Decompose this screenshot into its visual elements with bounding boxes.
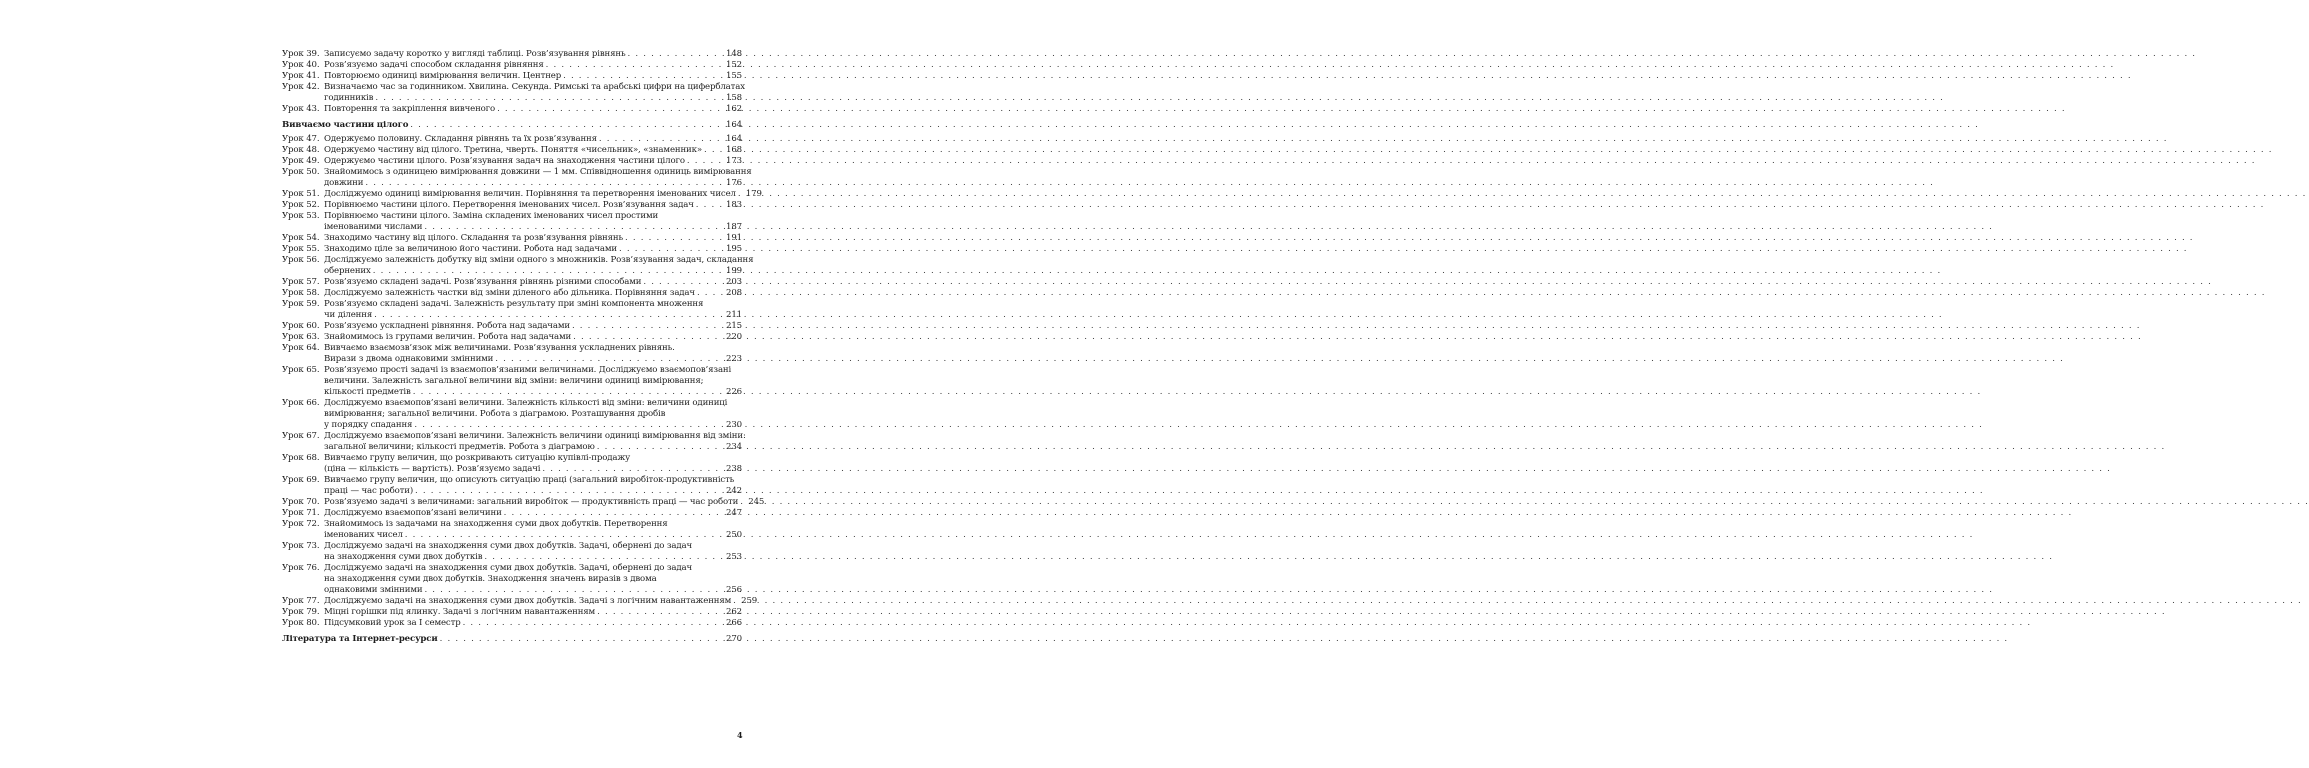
entry-title-line: Знайомимось із задачами на знаходження суми двох добутків. Перетворення bbox=[324, 519, 668, 529]
lesson-number: Урок 63. bbox=[282, 332, 320, 342]
dot-leader bbox=[495, 354, 724, 365]
dot-leader bbox=[643, 277, 724, 288]
entry-title-line: Досліджуємо одиниці вимірювання величин. Порівняння та перетворення іменованих чисел bbox=[324, 189, 736, 199]
entry-body bbox=[324, 156, 742, 167]
entry-body bbox=[324, 365, 742, 398]
entry-title-line: Знайомимось із групами величин. Робота над задачами bbox=[324, 332, 572, 342]
page-ref: 176 bbox=[726, 178, 742, 188]
entry-title-line: Порівнюємо частини цілого. Заміна складених іменованих чисел простими bbox=[324, 211, 659, 221]
dot-leader bbox=[375, 93, 724, 104]
page-ref: 211 bbox=[726, 310, 742, 320]
lesson-number: Урок 56. bbox=[282, 255, 320, 265]
toc-entry bbox=[282, 71, 742, 82]
toc-entry bbox=[282, 519, 742, 541]
entry-title-line: Міцні горішки під ялинку. Задачі з логічним навантаженням bbox=[324, 607, 596, 617]
lesson-number: Урок 39. bbox=[282, 49, 320, 59]
lesson-number: Урок 69. bbox=[282, 475, 320, 485]
entry-body bbox=[324, 200, 742, 211]
lesson-number: Урок 71. bbox=[282, 508, 320, 518]
dot-leader bbox=[696, 200, 724, 211]
dot-leader bbox=[563, 71, 724, 82]
toc-entry bbox=[282, 49, 742, 60]
toc-entry bbox=[282, 343, 742, 365]
entry-title-line: іменованими числами bbox=[324, 222, 423, 232]
page-ref: 226 bbox=[726, 387, 742, 397]
entry-title-line: (ціна — кількість — вартість). Розв’язуємо задачі bbox=[324, 464, 541, 474]
entry-title-line: Повторення та закріплення вивченого bbox=[324, 104, 496, 114]
toc-entry bbox=[282, 156, 742, 167]
lesson-number: Урок 73. bbox=[282, 541, 320, 551]
dot-leader bbox=[733, 596, 739, 607]
page-number: 4 bbox=[737, 730, 743, 740]
page-ref: 223 bbox=[726, 354, 742, 364]
toc-entry bbox=[282, 145, 742, 156]
dot-leader bbox=[463, 618, 724, 629]
entry-body bbox=[324, 134, 742, 145]
dot-leader bbox=[619, 244, 724, 255]
entry-title-line: Досліджуємо задачі на знаходження суми двох добутків. Задачі, обернені до задач bbox=[324, 563, 693, 573]
toc-entry bbox=[282, 332, 742, 343]
entry-body bbox=[324, 82, 745, 104]
lesson-number: Урок 65. bbox=[282, 365, 320, 375]
page-ref: 238 bbox=[726, 464, 742, 474]
toc-entry bbox=[282, 299, 742, 321]
entry-body bbox=[324, 431, 746, 453]
entry-title-line: Вивчаємо групу величин, що розкривають ситуацію купівлі-продажу bbox=[324, 453, 630, 463]
entry-title-line: Знаходимо частину від цілого. Складання та розв’язування рівнянь bbox=[324, 233, 623, 243]
entry-title-line: Підсумковий урок за I семестр bbox=[324, 618, 461, 628]
entry-title-line: Досліджуємо залежність добутку від зміни одного з множників. Розв’язування задач, складання bbox=[324, 255, 754, 265]
toc-entry bbox=[282, 104, 742, 115]
entry-title-line: Досліджуємо задачі на знаходження суми двох добутків. Задачі, обернені до задач bbox=[324, 541, 693, 551]
toc-entry bbox=[282, 200, 742, 211]
toc-references-entry bbox=[282, 634, 742, 645]
dot-leader bbox=[740, 497, 746, 508]
entry-title-line: праці — час роботи) bbox=[324, 486, 414, 496]
toc-entry bbox=[282, 508, 742, 519]
entry-title-line: Розв’язуємо задачі способом складання рівняння bbox=[324, 60, 544, 70]
toc-entry bbox=[282, 596, 758, 607]
dot-leader bbox=[597, 607, 724, 618]
entry-body bbox=[324, 398, 742, 431]
entry-body bbox=[324, 167, 752, 189]
lesson-number: Урок 54. bbox=[282, 233, 320, 243]
dot-leader bbox=[625, 233, 724, 244]
toc-entry bbox=[282, 321, 742, 332]
lesson-number: Урок 58. bbox=[282, 288, 320, 298]
entry-title-line: Розв’язуємо задачі з величинами: загальний виробіток — продуктивність праці — час роботи bbox=[324, 497, 739, 507]
dot-leader bbox=[440, 634, 724, 645]
entry-title-line: на знаходження суми двох добутків. Знаходження значень виразів з двома bbox=[324, 574, 657, 584]
toc-entry bbox=[282, 277, 742, 288]
entry-title-line: Досліджуємо залежність частки від зміни діленого або дільника. Порівняння задач bbox=[324, 288, 695, 298]
page-ref: 195 bbox=[726, 244, 742, 254]
entry-body bbox=[324, 104, 742, 115]
page-ref: 148 bbox=[726, 49, 742, 59]
entry-body bbox=[324, 607, 742, 618]
entry-title-line: годинників bbox=[324, 93, 374, 103]
entry-body bbox=[324, 145, 742, 156]
entry-title-line: Одержуємо частину від цілого. Третина, чверть. Поняття «чисельник», «знаменник» bbox=[324, 145, 702, 155]
toc-entry bbox=[282, 60, 742, 71]
page-ref: 262 bbox=[726, 607, 742, 617]
dot-leader bbox=[410, 120, 724, 131]
lesson-number: Урок 72. bbox=[282, 519, 320, 529]
page-ref: 203 bbox=[726, 277, 742, 287]
entry-body bbox=[324, 563, 742, 596]
lesson-number: Урок 40. bbox=[282, 60, 320, 70]
toc-entry bbox=[282, 475, 742, 497]
entry-title-line: іменованих чисел bbox=[324, 530, 403, 540]
lesson-number: Урок 59. bbox=[282, 299, 320, 309]
toc-entry bbox=[282, 244, 742, 255]
entry-title-line: Вивчаємо групу величин, що описують ситуацію праці (загальний виробіток-продуктивність bbox=[324, 475, 735, 485]
page-ref: 250 bbox=[726, 530, 742, 540]
toc-entry bbox=[282, 607, 742, 618]
entry-body bbox=[324, 49, 742, 60]
dot-leader bbox=[573, 332, 724, 343]
toc-entry bbox=[282, 288, 742, 299]
dot-leader bbox=[738, 189, 744, 200]
page-ref: 270 bbox=[726, 634, 742, 644]
entry-body bbox=[324, 541, 742, 563]
entry-body bbox=[282, 634, 742, 645]
entry-body bbox=[324, 618, 742, 629]
lesson-number: Урок 48. bbox=[282, 145, 320, 155]
page-ref: 230 bbox=[726, 420, 742, 430]
page-ref: 259 bbox=[741, 596, 758, 606]
page-ref: 208 bbox=[726, 288, 742, 298]
page-ref: 187 bbox=[726, 222, 742, 232]
lesson-number: Урок 53. bbox=[282, 211, 320, 221]
dot-leader bbox=[704, 145, 724, 156]
page-ref: 253 bbox=[726, 552, 742, 562]
lesson-number: Урок 68. bbox=[282, 453, 320, 463]
entry-title-line: Вивчаємо взаємозв’язок між величинами. Розв’язування ускладнених рівнянь. bbox=[324, 343, 675, 353]
entry-title-line: обернених bbox=[324, 266, 371, 276]
dot-leader bbox=[572, 321, 724, 332]
toc-entry bbox=[282, 563, 742, 596]
dot-leader bbox=[697, 288, 724, 299]
entry-title-line: Порівнюємо частини цілого. Перетворення іменованих чисел. Розв’язування задач bbox=[324, 200, 694, 210]
entry-body bbox=[324, 332, 742, 343]
lesson-number: Урок 67. bbox=[282, 431, 320, 441]
lesson-number: Урок 77. bbox=[282, 596, 320, 606]
entry-title-line: чи ділення bbox=[324, 310, 373, 320]
lesson-number: Урок 41. bbox=[282, 71, 320, 81]
entry-body bbox=[324, 71, 742, 82]
toc-entry bbox=[282, 497, 765, 508]
dot-leader bbox=[373, 266, 724, 277]
dot-leader bbox=[542, 464, 724, 475]
entry-title-line: Розв’язуємо прості задачі із взаємопов’язаними величинами. Досліджуємо взаємопов’язані bbox=[324, 365, 732, 375]
entry-body bbox=[324, 277, 742, 288]
entry-body bbox=[324, 475, 742, 497]
entry-title-line: загальної величини; кількості предметів. Робота з діаграмою bbox=[324, 442, 595, 452]
toc-entry bbox=[282, 365, 742, 398]
lesson-number: Урок 55. bbox=[282, 244, 320, 254]
entry-body bbox=[324, 508, 742, 519]
dot-leader bbox=[424, 222, 724, 233]
page-ref: 245 bbox=[748, 497, 765, 507]
lesson-number: Урок 50. bbox=[282, 167, 320, 177]
entry-title-line: вимірювання; загальної величини. Робота з діаграмою. Розташування дробів bbox=[324, 409, 666, 419]
entry-body bbox=[324, 299, 742, 321]
entry-title-line: Розв’язуємо складені задачі. Розв’язування рівнянь різними способами bbox=[324, 277, 642, 287]
entry-title-line: Вирази з двома однаковими змінними bbox=[324, 354, 494, 364]
page-ref: 266 bbox=[726, 618, 742, 628]
entry-title-line: Вивчаємо частини цілого bbox=[282, 120, 409, 130]
lesson-number: Урок 42. bbox=[282, 82, 320, 92]
entry-title-line: Одержуємо половину. Складання рівнянь та їх розв’язування bbox=[324, 134, 597, 144]
lesson-number: Урок 47. bbox=[282, 134, 320, 144]
entry-body bbox=[324, 233, 742, 244]
entry-body bbox=[324, 321, 742, 332]
toc-entry bbox=[282, 189, 762, 200]
entry-body bbox=[324, 255, 754, 277]
entry-title-line: Записуємо задачу коротко у вигляді таблиці. Розв’язування рівнянь bbox=[324, 49, 626, 59]
lesson-number: Урок 79. bbox=[282, 607, 320, 617]
page-ref: 162 bbox=[726, 104, 742, 114]
page-ref: 215 bbox=[726, 321, 742, 331]
entry-title-line: Визначаємо час за годинником. Хвилина. Секунда. Римські та арабські цифри на циферблатах bbox=[324, 82, 745, 92]
entry-title-line: однаковими змінними bbox=[324, 585, 423, 595]
entry-body bbox=[282, 120, 742, 131]
toc-entry bbox=[282, 431, 746, 453]
entry-title-line: Розв’язуємо ускладнені рівняння. Робота над задачами bbox=[324, 321, 570, 331]
table-of-contents bbox=[282, 49, 765, 645]
toc-section-heading bbox=[282, 120, 742, 131]
lesson-number: Урок 66. bbox=[282, 398, 320, 408]
page-ref: 173 bbox=[726, 156, 742, 166]
lesson-number: Урок 76. bbox=[282, 563, 320, 573]
dot-leader bbox=[414, 420, 724, 431]
toc-entry bbox=[282, 255, 754, 277]
page-ref: 220 bbox=[726, 332, 742, 342]
entry-title-line: довжини bbox=[324, 178, 364, 188]
entry-body bbox=[324, 453, 742, 475]
entry-title-line: у порядку спадання bbox=[324, 420, 413, 430]
dot-leader bbox=[504, 508, 724, 519]
page-ref: 155 bbox=[726, 71, 742, 81]
entry-title-line: величини. Залежність загальної величини від зміни: величини одиниці вимірювання; bbox=[324, 376, 704, 386]
page-ref: 242 bbox=[726, 486, 742, 496]
lesson-number: Урок 51. bbox=[282, 189, 320, 199]
page-ref: 247 bbox=[726, 508, 742, 518]
entry-body bbox=[324, 288, 742, 299]
dot-leader bbox=[413, 387, 724, 398]
entry-title-line: Досліджуємо взаємопов’язані величини bbox=[324, 508, 502, 518]
toc-entry bbox=[282, 398, 742, 431]
page-ref: 164 bbox=[726, 120, 742, 130]
toc-entry bbox=[282, 541, 742, 563]
toc-entry bbox=[282, 453, 742, 475]
dot-leader bbox=[687, 156, 724, 167]
lesson-number: Урок 60. bbox=[282, 321, 320, 331]
dot-leader bbox=[405, 530, 724, 541]
page-ref: 183 bbox=[726, 200, 742, 210]
entry-title-line: Одержуємо частини цілого. Розв’язування задач на знаходження частини цілого bbox=[324, 156, 685, 166]
entry-body bbox=[324, 211, 742, 233]
lesson-number: Урок 49. bbox=[282, 156, 320, 166]
toc-entry bbox=[282, 618, 742, 629]
dot-leader bbox=[415, 486, 724, 497]
entry-title-line: кількості предметів bbox=[324, 387, 411, 397]
lesson-number: Урок 70. bbox=[282, 497, 320, 507]
entry-title-line: Повторюємо одиниці вимірювання величин. Центнер bbox=[324, 71, 562, 81]
dot-leader bbox=[627, 49, 724, 60]
toc-entry bbox=[282, 211, 742, 233]
page-ref: 234 bbox=[726, 442, 742, 452]
lesson-number: Урок 80. bbox=[282, 618, 320, 628]
page-ref: 179 bbox=[745, 189, 762, 199]
toc-entry bbox=[282, 233, 742, 244]
entry-body bbox=[324, 244, 742, 255]
page-ref: 158 bbox=[726, 93, 742, 103]
page-ref: 256 bbox=[726, 585, 742, 595]
lesson-number: Урок 57. bbox=[282, 277, 320, 287]
lesson-number: Урок 52. bbox=[282, 200, 320, 210]
page-ref: 164 bbox=[726, 134, 742, 144]
dot-leader bbox=[365, 178, 724, 189]
page-ref: 191 bbox=[726, 233, 742, 243]
dot-leader bbox=[424, 585, 724, 596]
toc-entry bbox=[282, 82, 745, 104]
dot-leader bbox=[597, 442, 724, 453]
entry-title-line: Досліджуємо взаємопов’язані величини. Залежність кількості від зміни: величини одиниці bbox=[324, 398, 728, 408]
entry-body bbox=[324, 519, 742, 541]
entry-title-line: Знайомимось з одиницею вимірювання довжини — 1 мм. Співвідношення одиниць вимірювання bbox=[324, 167, 752, 177]
dot-leader bbox=[484, 552, 724, 563]
lesson-number: Урок 64. bbox=[282, 343, 320, 353]
dot-leader bbox=[599, 134, 724, 145]
entry-title-line: Досліджуємо задачі на знаходження суми двох добутків. Задачі з логічним навантаженням bbox=[324, 596, 732, 606]
page-ref: 168 bbox=[726, 145, 742, 155]
document-page bbox=[0, 0, 1024, 768]
entry-title-line: Знаходимо ціле за величиною його частини. Робота над задачами bbox=[324, 244, 617, 254]
toc-entry bbox=[282, 167, 752, 189]
dot-leader bbox=[497, 104, 724, 115]
page-ref: 152 bbox=[726, 60, 742, 70]
entry-title-line: Література та Інтернет-ресурси bbox=[282, 634, 438, 644]
page-ref: 199 bbox=[726, 266, 742, 276]
entry-title-line: Розв’язуємо складені задачі. Залежність результату при зміні компонента множення bbox=[324, 299, 704, 309]
entry-body bbox=[324, 343, 742, 365]
entry-body bbox=[324, 189, 762, 200]
toc-entry bbox=[282, 134, 742, 145]
entry-body bbox=[324, 497, 765, 508]
dot-leader bbox=[546, 60, 724, 71]
entry-title-line: Досліджуємо взаємопов’язані величини. Залежність величини одиниці вимірювання від зміни: bbox=[324, 431, 746, 441]
entry-body bbox=[324, 60, 742, 71]
entry-title-line: на знаходження суми двох добутків bbox=[324, 552, 483, 562]
entry-body bbox=[324, 596, 758, 607]
dot-leader bbox=[374, 310, 724, 321]
lesson-number: Урок 43. bbox=[282, 104, 320, 114]
